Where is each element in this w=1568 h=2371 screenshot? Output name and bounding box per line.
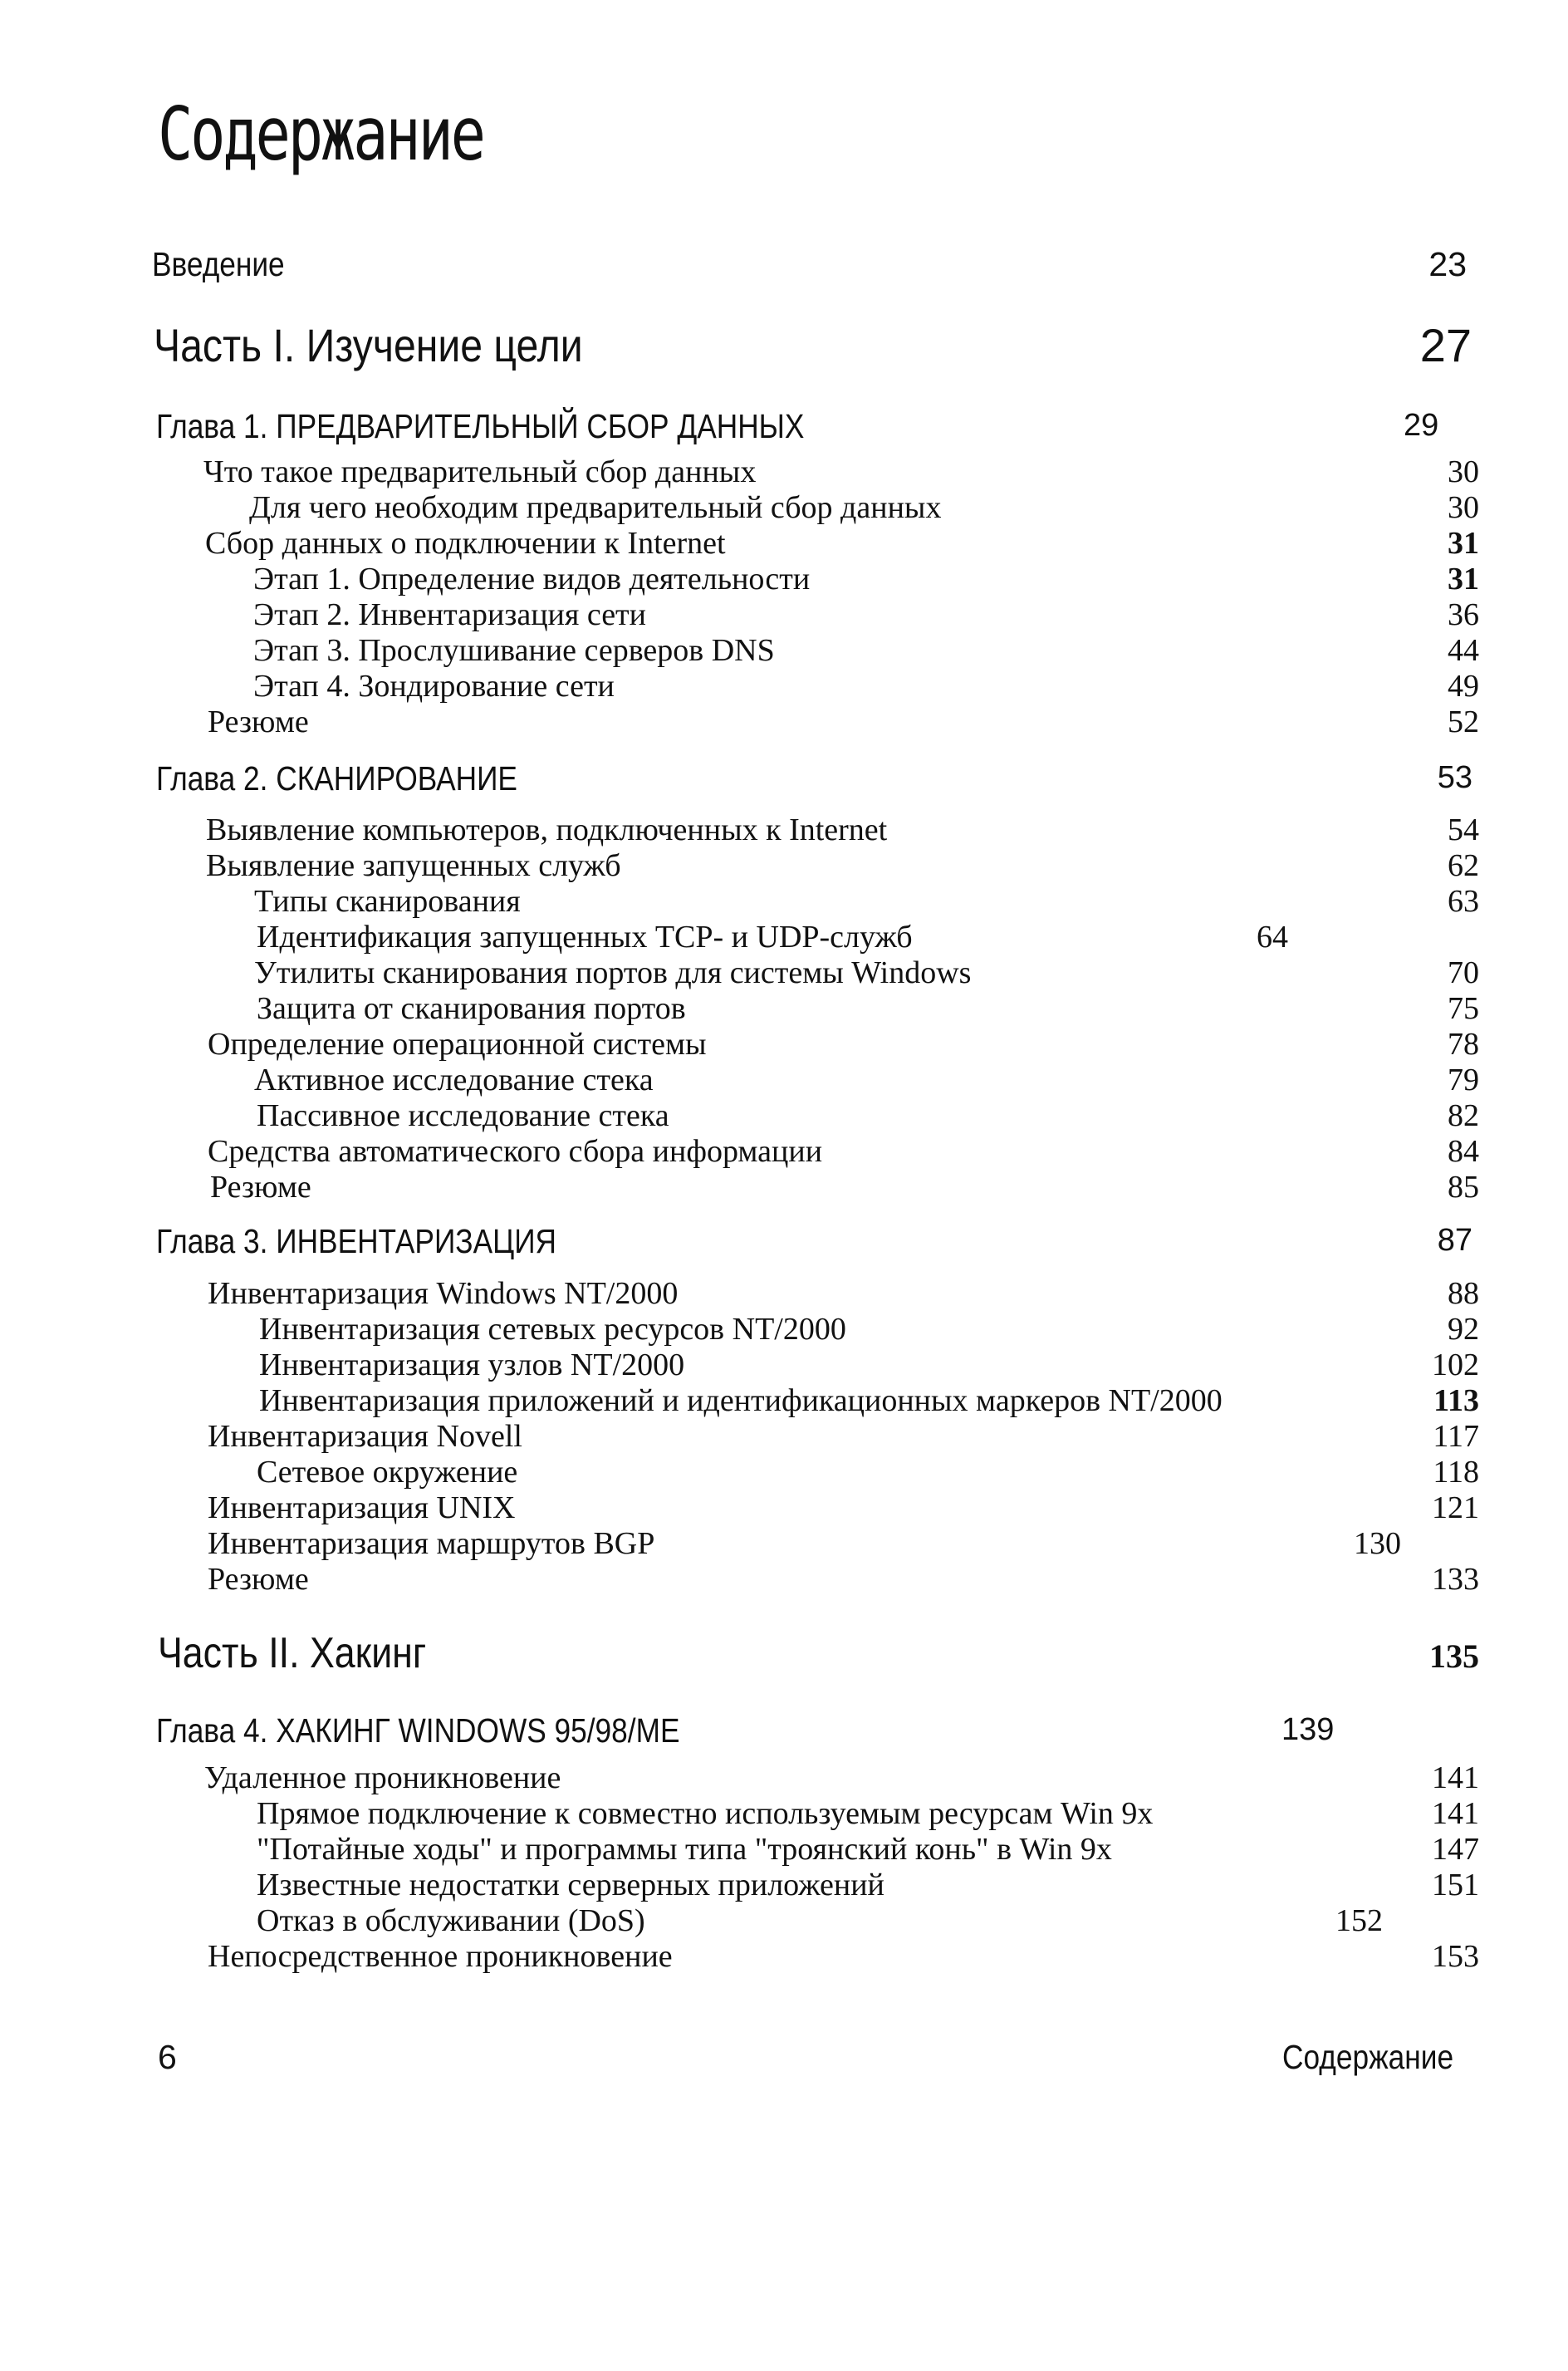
part2-page: 135 [1429, 1637, 1479, 1675]
chapter4-heading[interactable]: Глава 4. ХАКИНГ WINDOWS 95/98/ME [156, 1711, 680, 1750]
toc-entry[interactable]: Типы сканирования [254, 884, 521, 919]
toc-entry-page: 151 [1432, 1868, 1479, 1902]
toc-entry-page: 75 [1448, 991, 1479, 1026]
toc-entry[interactable]: "Потайные ходы" и программы типа "троянский конь" в Win 9x [257, 1832, 1112, 1867]
toc-entry-page: 130 [1354, 1526, 1401, 1561]
toc-entry-page: 153 [1432, 1939, 1479, 1974]
toc-entry[interactable]: Отказ в обслуживании (DoS) [257, 1903, 645, 1938]
toc-entry[interactable]: Инвентаризация сетевых ресурсов NT/2000 [259, 1312, 846, 1347]
toc-entry[interactable]: Непосредственное проникновение [208, 1939, 673, 1974]
toc-entry-page: 30 [1448, 454, 1479, 489]
toc-entry-page: 147 [1432, 1832, 1479, 1867]
toc-entry[interactable]: Резюме [208, 704, 309, 739]
part1-page: 27 [1419, 319, 1472, 371]
toc-entry-page: 118 [1433, 1455, 1479, 1490]
toc-entry-page: 141 [1432, 1796, 1479, 1831]
toc-entry[interactable]: Активное исследование стека [254, 1063, 654, 1097]
toc-entry-page: 152 [1335, 1903, 1383, 1938]
toc-entry-page: 102 [1432, 1347, 1479, 1382]
toc-entry-page: 30 [1448, 490, 1479, 525]
toc-entry-page: 121 [1432, 1490, 1479, 1525]
toc-entry[interactable]: Инвентаризация UNIX [208, 1490, 516, 1525]
page-title: Содержание [158, 91, 483, 177]
toc-entry[interactable]: Идентификация запущенных TCP- и UDP-служб [257, 920, 913, 955]
chapter2-heading[interactable]: Глава 2. СКАНИРОВАНИЕ [156, 759, 517, 798]
toc-entry[interactable]: Утилиты сканирования портов для системы Windows [254, 955, 972, 990]
toc-entry[interactable]: Для чего необходим предварительный сбор данных [249, 490, 942, 525]
toc-entry-page: 82 [1448, 1098, 1479, 1133]
toc-entry[interactable]: Этап 3. Прослушивание серверов DNS [253, 633, 775, 668]
toc-entry-page: 117 [1433, 1419, 1479, 1454]
toc-entry-page: 44 [1448, 633, 1479, 668]
toc-entry-page: 31 [1448, 526, 1479, 561]
toc-entry[interactable]: Инвентаризация узлов NT/2000 [259, 1347, 685, 1382]
toc-entry-page: 133 [1432, 1562, 1479, 1597]
toc-entry-page: 62 [1448, 848, 1479, 883]
toc-entry[interactable]: Определение операционной системы [208, 1027, 707, 1062]
toc-entry-page: 52 [1448, 704, 1479, 739]
intro-label[interactable]: Введение [152, 245, 285, 283]
toc-entry[interactable]: Пассивное исследование стека [257, 1098, 669, 1133]
toc-entry-page: 31 [1448, 562, 1479, 596]
toc-entry[interactable]: Что такое предварительный сбор данных [203, 454, 757, 489]
toc-entry-page: 113 [1433, 1383, 1479, 1418]
toc-entry[interactable]: Выявление запущенных служб [206, 848, 621, 883]
toc-entry[interactable]: Инвентаризация Novell [208, 1419, 522, 1454]
chapter1-page: 29 [1404, 408, 1439, 443]
toc-entry[interactable]: Инвентаризация приложений и идентификационных маркеров NT/2000 [259, 1383, 1223, 1418]
footer-page-number: 6 [158, 2038, 177, 2076]
toc-entry-page: 36 [1448, 597, 1479, 632]
toc-entry-page: 49 [1448, 669, 1479, 704]
toc-entry-page: 70 [1448, 955, 1479, 990]
toc-entry-page: 88 [1448, 1276, 1479, 1311]
chapter3-heading[interactable]: Глава 3. ИНВЕНТАРИЗАЦИЯ [156, 1222, 557, 1260]
toc-entry-page: 63 [1448, 884, 1479, 919]
toc-entry[interactable]: Инвентаризация Windows NT/2000 [208, 1276, 679, 1311]
toc-entry[interactable]: Прямое подключение к совместно используемым ресурсам Win 9x [257, 1796, 1154, 1831]
toc-entry-page: 78 [1448, 1027, 1479, 1062]
toc-entry-page: 92 [1448, 1312, 1479, 1347]
chapter3-page: 87 [1437, 1223, 1472, 1258]
toc-entry[interactable]: Защита от сканирования портов [257, 991, 686, 1026]
part2-heading[interactable]: Часть II. Хакинг [158, 1629, 427, 1677]
part1-heading[interactable]: Часть I. Изучение цели [154, 319, 583, 371]
toc-entry-page: 84 [1448, 1134, 1479, 1169]
toc-entry[interactable]: Этап 4. Зондирование сети [253, 669, 615, 704]
toc-entry-page: 79 [1448, 1063, 1479, 1097]
chapter4-page: 139 [1281, 1712, 1335, 1747]
toc-entry-page: 64 [1257, 920, 1288, 955]
toc-entry[interactable]: Резюме [208, 1562, 309, 1597]
toc-entry[interactable]: Удаленное проникновение [204, 1760, 561, 1795]
toc-entry[interactable]: Выявление компьютеров, подключенных к Internet [206, 812, 888, 847]
toc-entry[interactable]: Сетевое окружение [257, 1455, 518, 1490]
toc-entry[interactable]: Средства автоматического сбора информации [208, 1134, 823, 1169]
toc-entry-page: 54 [1448, 812, 1479, 847]
chapter1-heading[interactable]: Глава 1. ПРЕДВАРИТЕЛЬНЫЙ СБОР ДАННЫХ [156, 407, 805, 445]
toc-entry[interactable]: Этап 2. Инвентаризация сети [253, 597, 646, 632]
toc-entry[interactable]: Резюме [210, 1170, 311, 1205]
toc-entry-page: 141 [1432, 1760, 1479, 1795]
toc-entry[interactable]: Этап 1. Определение видов деятельности [253, 562, 811, 596]
intro-page: 23 [1428, 245, 1467, 283]
chapter2-page: 53 [1437, 760, 1472, 795]
toc-entry[interactable]: Известные недостатки серверных приложений [257, 1868, 884, 1902]
footer-section-title: Содержание [1282, 2038, 1454, 2076]
toc-entry-page: 85 [1448, 1170, 1479, 1205]
toc-entry[interactable]: Сбор данных о подключении к Internet [205, 526, 726, 561]
toc-entry[interactable]: Инвентаризация маршрутов BGP [208, 1526, 655, 1561]
